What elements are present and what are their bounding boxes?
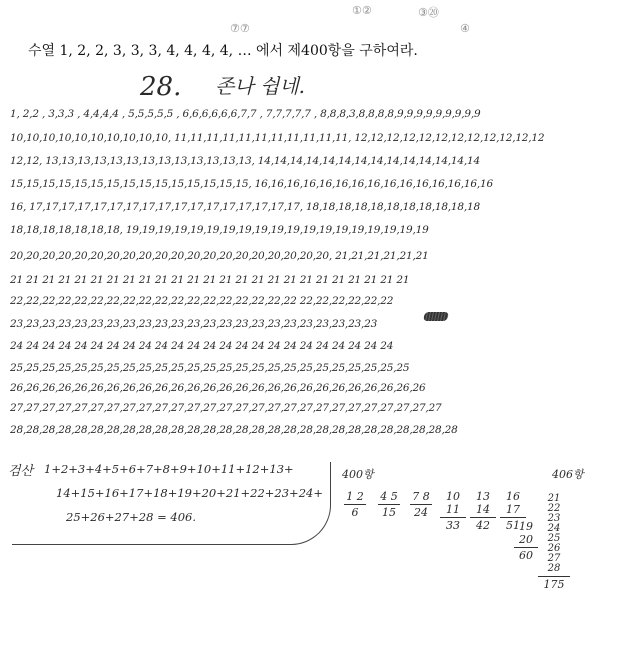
column-sum-cell: 27 [547, 553, 561, 564]
group-fraction: 10 11 33 [440, 490, 466, 532]
column-sum-cell: 23 [547, 513, 561, 524]
term-count-note-2: 406항 [552, 468, 584, 481]
sequence-row: 24 24 24 24 24 24 24 24 24 24 24 24 24 24 24 24 24 24 24 24 24 24 24 24 [10, 340, 394, 352]
sequence-row: 23,23,23,23,23,23,23,23,23,23,23,23,23,23,23,23,23,23,23,23,23,23,23 [10, 318, 378, 330]
sequence-row: 28,28,28,28,28,28,28,28,28,28,28,28,28,28,28,28,28,28,28,28,28,28,28,28,28,28,28,28 [10, 424, 458, 436]
sequence-row: 22,22,22,22,22,22,22,22,22,22,22,22,22,22,22,22,22,22 22,22,22,22,22,22 [10, 295, 394, 307]
column-sum-cell: 28 [547, 563, 561, 574]
sequence-row: 27,27,27,27,27,27,27,27,27,27,27,27,27,27,27,27,27,27,27,27,27,27,27,27,27,27,27 [10, 402, 442, 414]
term-count-note: 400항 [342, 468, 374, 481]
column-sum-cell: 24 [547, 523, 561, 534]
group-fraction: 1 2 6 [344, 490, 366, 519]
group-fraction: 7 8 24 [410, 490, 432, 519]
sequence-row: 1, 2,2 , 3,3,3 , 4,4,4,4 , 5,5,5,5,5 , 6,6,6,6,6,6,7,7 , 7,7,7,7,7 , 8,8,8,3,8,8,8,8,9,9,9,9,9,9,9,9,9 [10, 108, 481, 120]
sequence-row: 18,18,18,18,18,18,18, 19,19,19,19,19,19,19,19,19,19,19,19,19,19,19,19,19,19,19 [10, 224, 429, 236]
header-fragment: ⑦⑦ [230, 22, 250, 35]
column-sum-cell: 22 [547, 503, 561, 514]
sequence-row: 16, 17,17,17,17,17,17,17,17,17,17,17,17,17,17,17,17,17, 18,18,18,18,18,18,18,18,18,18,18 [10, 201, 480, 213]
sequence-row: 20,20,20,20,20,20,20,20,20,20,20,20,20,20,20,20,20,20,20,20, 21,21,21,21,21,21 [10, 250, 429, 262]
sequence-row: 21 21 21 21 21 21 21 21 21 21 21 21 21 21 21 21 21 21 21 21 21 21 21 21 21 [10, 274, 410, 286]
column-sum-total: 175 [543, 578, 565, 591]
header-fragment: ④ [460, 22, 470, 35]
sequence-row: 15,15,15,15,15,15,15,15,15,15,15,15,15,15,15, 16,16,16,16,16,16,16,16,16,16,16,16,16,16,16 [10, 178, 493, 190]
column-sum [538, 494, 570, 591]
column-sum-cell: 21 [547, 493, 561, 504]
header-fragment: ③⑳ [418, 6, 439, 19]
handwritten-answer: 28. [140, 72, 182, 102]
header-fragment: ①② [352, 4, 372, 17]
sequence-row: 25,25,25,25,25,25,25,25,25,25,25,25,25,25,25,25,25,25,25,25,25,25,25,25,25 [10, 362, 410, 374]
sequence-row: 10,10,10,10,10,10,10,10,10,10, 11,11,11,11,11,11,11,11,11,11,11, 12,12,12,12,12,12,12,12,12,12,12,12 [10, 132, 545, 144]
verification-line: 1+2+3+4+5+6+7+8+9+10+11+12+13+ [44, 462, 294, 476]
verification-label: 검산 [8, 464, 34, 479]
group-fraction: 4 5 15 [378, 490, 400, 519]
column-sum-cell: 25 [547, 533, 561, 544]
verification-bracket [12, 462, 331, 545]
group-fraction: 19 20 60 [514, 520, 538, 562]
column-sum-cell: 26 [547, 543, 561, 554]
sequence-row: 26,26,26,26,26,26,26,26,26,26,26,26,26,26,26,26,26,26,26,26,26,26,26,26,26,26 [10, 382, 426, 394]
scribbled-out-mark [423, 312, 449, 321]
verification-line: 14+15+16+17+18+19+20+21+22+23+24+ [56, 486, 323, 500]
problem-statement: 수열 1, 2, 2, 3, 3, 3, 4, 4, 4, 4, … 에서 제400항을 구하여라. [28, 43, 418, 59]
verification-line: 25+26+27+28 = 406. [66, 510, 196, 524]
group-fraction: 16 17 51 [500, 490, 526, 532]
group-fraction: 13 14 42 [470, 490, 496, 532]
handwritten-comment: 존나 쉽네. [215, 74, 305, 98]
sequence-row: 12,12, 13,13,13,13,13,13,13,13,13,13,13,13,13, 14,14,14,14,14,14,14,14,14,14,14,14,14,14 [10, 155, 480, 167]
